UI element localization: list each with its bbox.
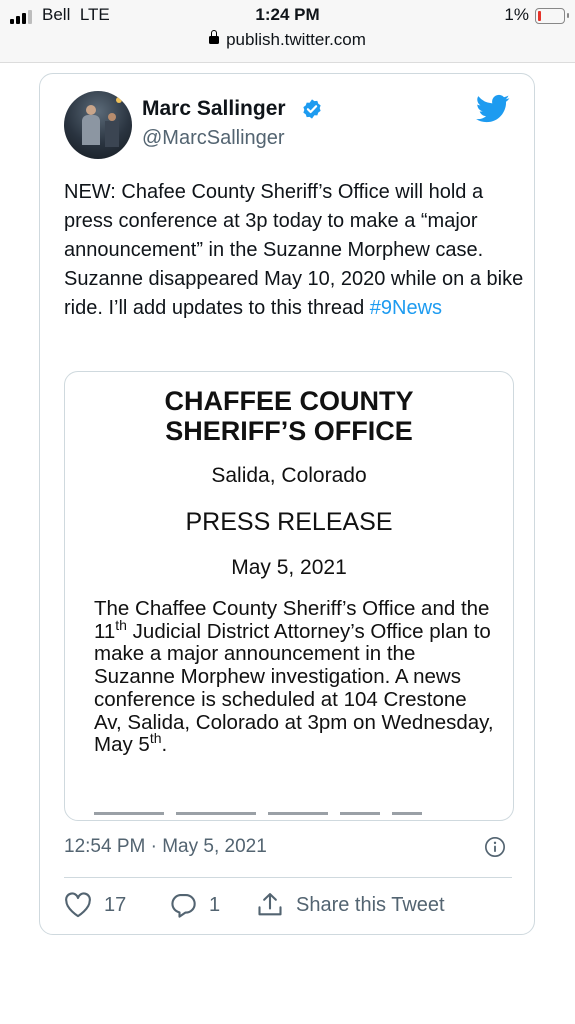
battery-icon <box>535 8 565 24</box>
cut-off-text <box>94 812 454 821</box>
url-text: publish.twitter.com <box>226 30 366 49</box>
author-name[interactable]: Marc Sallinger <box>142 97 286 120</box>
twitter-bird-icon[interactable] <box>476 94 510 124</box>
share-icon <box>256 892 284 918</box>
share-label: Share this Tweet <box>296 893 445 916</box>
like-button[interactable] <box>64 892 126 918</box>
press-release-date: May 5, 2021 <box>231 556 347 579</box>
tweet-actions <box>64 892 512 922</box>
address-bar[interactable] <box>0 30 575 50</box>
tweet-body: NEW: Chafee County Sheriff’s Office will hold a press conference at 3p today to make a “major announcement” in the Suzanne Morphew case. Suzanne disappeared May 10, 2020 while on a bike ride. I’ll add updates to this thread <box>64 181 524 319</box>
browser-chrome <box>0 0 575 63</box>
battery-fill <box>538 11 541 21</box>
ordinal-suffix-1: th <box>115 616 127 633</box>
network-type: LTE <box>79 5 110 24</box>
status-time: 1:24 PM <box>255 5 320 24</box>
press-release-org <box>65 386 513 446</box>
body-part-2: Judicial District Attorney’s Office plan to make a major announcement in the Suzanne Morphew investigation. A news conference is scheduled at 104 Crestone Av, Salida, Colorado at 3pm on Wednesday, May 5 <box>94 619 494 757</box>
body-part-1: The Chaffee County Sheriff’s Office and the 11 <box>94 597 490 643</box>
tweet-text <box>64 178 524 323</box>
battery-percentage: 1% <box>504 5 529 24</box>
press-release-body <box>94 598 494 757</box>
lock-icon <box>209 36 219 44</box>
author-handle[interactable]: @MarcSallinger <box>142 127 285 149</box>
reply-button[interactable] <box>169 892 220 918</box>
heart-icon <box>64 892 92 918</box>
press-release-city: Salida, Colorado <box>211 464 367 487</box>
body-part-3: . <box>161 733 168 757</box>
reply-count: 1 <box>209 893 221 916</box>
embedded-tweet[interactable] <box>39 73 535 935</box>
divider <box>64 877 512 878</box>
verified-badge-icon <box>301 98 323 120</box>
avatar[interactable] <box>64 91 132 159</box>
org-line-1: CHAFFEE COUNTY <box>164 386 414 416</box>
hashtag-link[interactable]: #9News <box>369 297 443 319</box>
carrier-name: Bell <box>42 5 71 24</box>
tweet-media-image[interactable] <box>64 371 514 821</box>
info-icon[interactable] <box>484 836 506 858</box>
like-count: 17 <box>104 893 127 916</box>
org-line-2: SHERIFF’S OFFICE <box>165 416 413 446</box>
press-release-heading: PRESS RELEASE <box>185 508 393 536</box>
tweet-timestamp[interactable]: 12:54 PM · May 5, 2021 <box>64 836 267 857</box>
reply-icon <box>169 892 197 918</box>
status-bar <box>0 4 575 28</box>
ordinal-suffix-2: th <box>149 730 162 747</box>
share-button[interactable] <box>256 892 445 918</box>
